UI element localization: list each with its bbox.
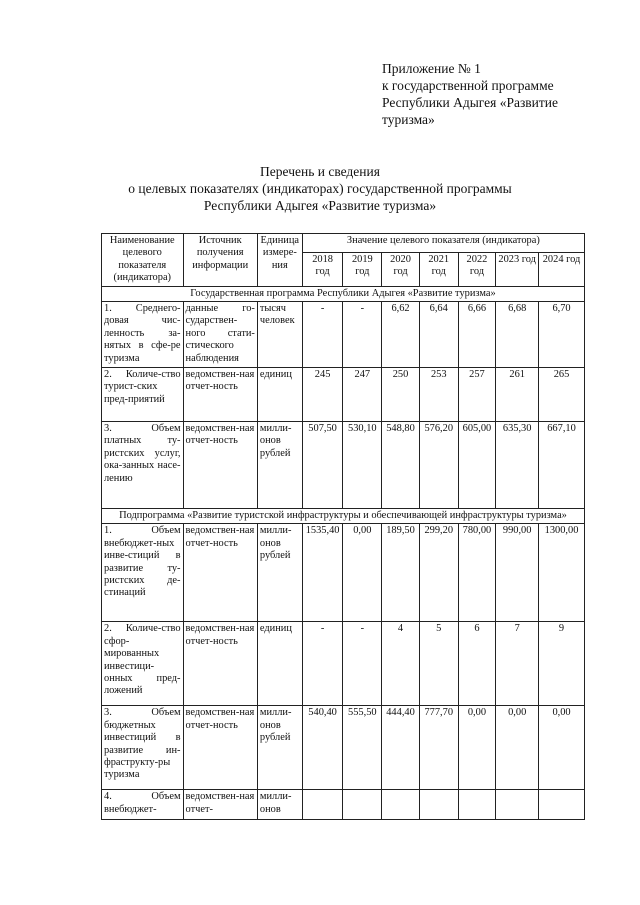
- title-line: о целевых показателях (индикаторах) государственной программы: [128, 181, 512, 196]
- value-cell: [343, 790, 382, 820]
- indicators-table: [101, 233, 585, 820]
- value-cell: 635,30: [496, 422, 539, 509]
- annex-number: Приложение № 1: [382, 61, 481, 76]
- table-row: [102, 524, 585, 622]
- value-cell: 253: [419, 368, 458, 422]
- value-cell: 257: [458, 368, 496, 422]
- indicator-name: 3. Объем бюджетных инвестиций в развитие ин-фраструкту-ры туризма: [102, 706, 184, 790]
- value-cell: 530,10: [343, 422, 382, 509]
- value-cell: 540,40: [302, 706, 343, 790]
- value-cell: 245: [302, 368, 343, 422]
- indicator-source: ведомствен-ная отчет-ность: [183, 706, 257, 790]
- indicator-source: ведомствен-ная отчет-: [183, 790, 257, 820]
- indicator-source: ведомствен-ная отчет-ность: [183, 524, 257, 622]
- indicator-name: 2. Количе-ство сфор-мированных инвестици-онных пред-ложений: [102, 622, 184, 706]
- value-cell: 990,00: [496, 524, 539, 622]
- title-line: Республики Адыгея «Развитие туризма»: [203, 198, 437, 213]
- value-cell: 261: [496, 368, 539, 422]
- indicator-unit: милли-онов: [257, 790, 302, 820]
- value-cell: [382, 790, 420, 820]
- value-cell: 576,20: [419, 422, 458, 509]
- title-line: Перечень и сведения: [260, 164, 380, 179]
- header-source: Источник получения информации: [183, 234, 257, 287]
- header-year: 2020 год: [382, 252, 420, 286]
- value-cell: 189,50: [382, 524, 420, 622]
- value-cell: [539, 790, 585, 820]
- header-year: 2019 год: [343, 252, 382, 286]
- header-year: 2018 год: [302, 252, 343, 286]
- value-cell: 7: [496, 622, 539, 706]
- indicator-unit: единиц: [257, 368, 302, 422]
- section-row: [102, 509, 585, 524]
- annex-block: [382, 60, 602, 128]
- value-cell: 4: [382, 622, 420, 706]
- header-year: 2024 год: [539, 252, 585, 286]
- value-cell: 6,66: [458, 302, 496, 368]
- indicator-name: 2. Количе-ство турист-ских пред-приятий: [102, 368, 184, 422]
- indicator-source: ведомствен-ная отчет-ность: [183, 622, 257, 706]
- indicator-unit: тысяч человек: [257, 302, 302, 368]
- value-cell: 780,00: [458, 524, 496, 622]
- indicator-unit: милли-онов рублей: [257, 706, 302, 790]
- value-cell: 0,00: [343, 524, 382, 622]
- table-row: [102, 368, 585, 422]
- header-value-group: Значение целевого показателя (индикатора): [302, 234, 584, 253]
- header-year: 2021 год: [419, 252, 458, 286]
- value-cell: -: [302, 302, 343, 368]
- header-year: 2022 год: [458, 252, 496, 286]
- value-cell: 5: [419, 622, 458, 706]
- document-title: [80, 163, 560, 214]
- value-cell: 6,62: [382, 302, 420, 368]
- indicator-unit: единиц: [257, 622, 302, 706]
- annex-line: туризма»: [382, 112, 435, 127]
- indicator-unit: милли-онов рублей: [257, 524, 302, 622]
- value-cell: -: [343, 622, 382, 706]
- value-cell: 555,50: [343, 706, 382, 790]
- value-cell: 667,10: [539, 422, 585, 509]
- value-cell: 777,70: [419, 706, 458, 790]
- value-cell: 0,00: [539, 706, 585, 790]
- value-cell: 250: [382, 368, 420, 422]
- value-cell: 247: [343, 368, 382, 422]
- value-cell: -: [302, 622, 343, 706]
- indicator-name: 1. Среднего-довая чис-ленность за-нятых в сфе-ре туризма: [102, 302, 184, 368]
- value-cell: [419, 790, 458, 820]
- value-cell: 548,80: [382, 422, 420, 509]
- indicator-name: 1. Объем внебюджет-ных инве-стиций в развитие ту-ристских де-стинаций: [102, 524, 184, 622]
- section-row: [102, 286, 585, 301]
- value-cell: 1535,40: [302, 524, 343, 622]
- value-cell: 6: [458, 622, 496, 706]
- value-cell: [496, 790, 539, 820]
- table-row: [102, 706, 585, 790]
- table-row: [102, 790, 585, 820]
- indicator-name: 4. Объем внебюджет-: [102, 790, 184, 820]
- header-name: Наименование целевого показателя (индикатора): [102, 234, 184, 287]
- header-year: 2023 год: [496, 252, 539, 286]
- value-cell: -: [343, 302, 382, 368]
- section-program-title: Государственная программа Республики Адыгея «Развитие туризма»: [102, 286, 585, 301]
- value-cell: 6,64: [419, 302, 458, 368]
- value-cell: 444,40: [382, 706, 420, 790]
- indicator-source: данные го-сударствен-ного стати-стического наблюдения: [183, 302, 257, 368]
- value-cell: 6,70: [539, 302, 585, 368]
- header-unit: Единица измере-ния: [257, 234, 302, 287]
- annex-line: Республики Адыгея «Развитие: [382, 95, 559, 110]
- indicator-source: ведомствен-ная отчет-ность: [183, 422, 257, 509]
- value-cell: [302, 790, 343, 820]
- indicator-source: ведомствен-ная отчет-ность: [183, 368, 257, 422]
- value-cell: 0,00: [496, 706, 539, 790]
- value-cell: 507,50: [302, 422, 343, 509]
- annex-line: к государственной программе: [382, 78, 554, 93]
- table-row: [102, 622, 585, 706]
- table-row: [102, 422, 585, 509]
- indicator-unit: милли-онов рублей: [257, 422, 302, 509]
- table-row: [102, 302, 585, 368]
- value-cell: [458, 790, 496, 820]
- value-cell: 299,20: [419, 524, 458, 622]
- value-cell: 6,68: [496, 302, 539, 368]
- value-cell: 0,00: [458, 706, 496, 790]
- value-cell: 265: [539, 368, 585, 422]
- value-cell: 605,00: [458, 422, 496, 509]
- header-row: [102, 234, 585, 253]
- section-subprogram-title: Подпрограмма «Развитие туристской инфраструктуры и обеспечивающей инфраструктуры туризма»: [102, 509, 585, 524]
- indicator-name: 3. Объем платных ту-ристских услуг, ока-занных насе-лению: [102, 422, 184, 509]
- value-cell: 1300,00: [539, 524, 585, 622]
- value-cell: 9: [539, 622, 585, 706]
